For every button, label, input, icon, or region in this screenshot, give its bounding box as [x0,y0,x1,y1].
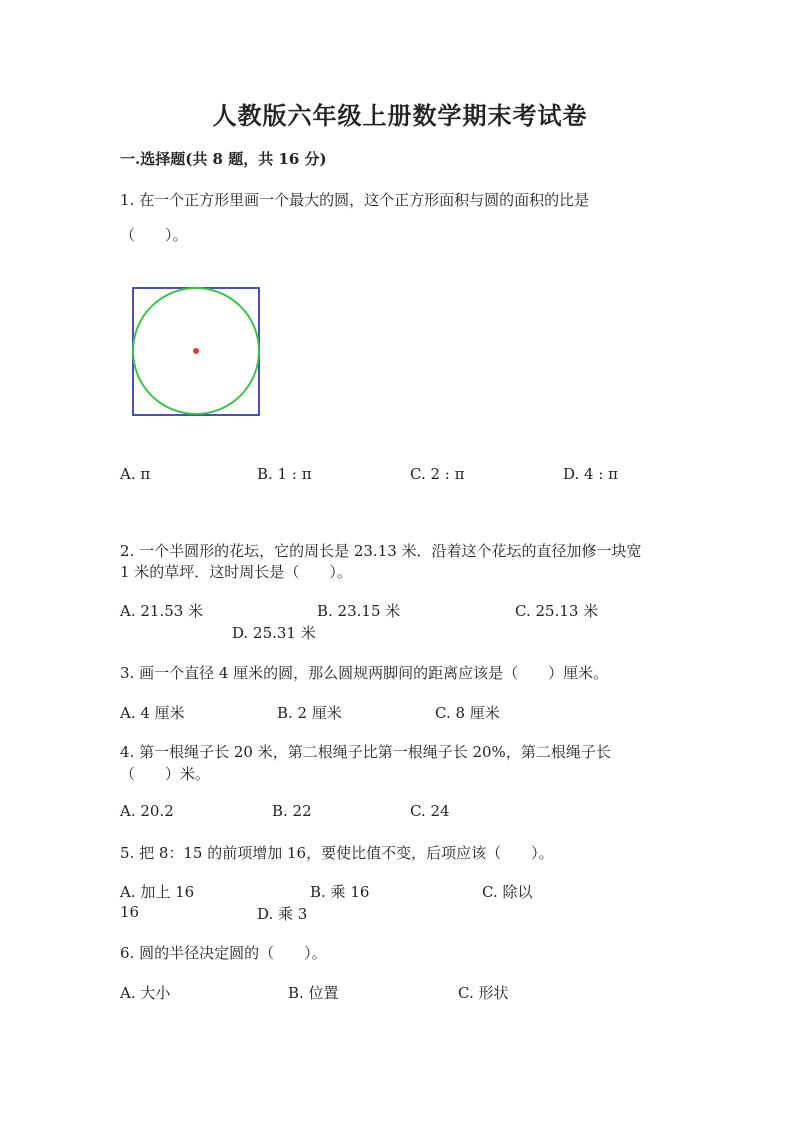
q1-option-b: B. 1 : π [257,465,312,483]
question-5-text: 5. 把 8：15 的前项增加 16，要使比值不变，后项应该（ ）。 [120,844,554,862]
q1-option-a: A. π [120,465,151,483]
question-3-text: 3. 画一个直径 4 厘米的圆，那么圆规两脚间的距离应该是（ ）厘米。 [120,664,609,682]
q3-option-b: B. 2 厘米 [277,704,342,722]
section-heading: 一.选择题(共 8 题，共 16 分) [120,150,327,168]
q6-option-a: A. 大小 [120,984,171,1002]
page-title: 人教版六年级上册数学期末考试卷 [212,101,588,130]
question-2-text: 2. 一个半圆形的花坛，它的周长是 23.13 米．沿着这个花坛的直径加修一块宽 [120,542,642,560]
q5-option-a: A. 加上 16 [120,883,195,901]
q4-option-c: C. 24 [410,802,450,820]
question-6-text: 6. 圆的半径决定圆的（ ）。 [120,944,327,962]
q6-option-c: C. 形状 [458,984,509,1002]
q5-option-b: B. 乘 16 [310,883,370,901]
q5-option-d: D. 乘 3 [257,905,308,923]
q2-option-c: C. 25.13 米 [515,602,599,620]
q4-option-b: B. 22 [272,802,312,820]
q6-option-b: B. 位置 [288,984,339,1002]
square-circle-figure [128,284,268,424]
q4-option-a: A. 20.2 [120,802,174,820]
question-4-text-cont: （ ）米。 [120,765,211,783]
question-1-text: 1. 在一个正方形里画一个最大的圆，这个正方形面积与圆的面积的比是 [120,191,590,209]
circle-center-dot [193,348,199,354]
q3-option-a: A. 4 厘米 [120,704,185,722]
q1-option-d: D. 4 : π [563,465,619,483]
question-4-text: 4. 第一根绳子长 20 米，第二根绳子比第一根绳子长 20%，第二根绳子长 [120,743,611,761]
q5-option-c-cont: 16 [120,903,140,921]
q2-option-b: B. 23.15 米 [317,602,401,620]
question-1-blank: （ ）。 [120,226,188,244]
q1-option-c: C. 2 : π [410,465,465,483]
q3-option-c: C. 8 厘米 [435,704,500,722]
question-2-text-cont: 1 米的草坪．这时周长是（ ）。 [120,563,352,581]
q2-option-d: D. 25.31 米 [232,624,316,642]
q5-option-c: C. 除以 [482,883,533,901]
q2-option-a: A. 21.53 米 [120,602,204,620]
